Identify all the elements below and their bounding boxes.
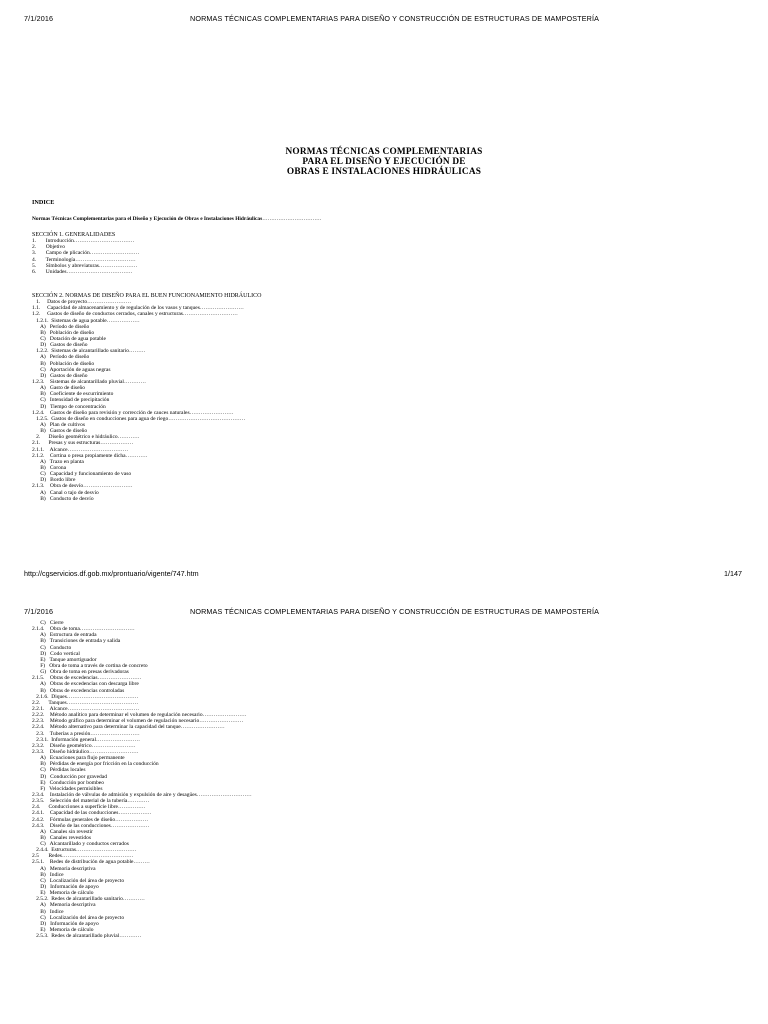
section-title: SECCIÓN 1. GENERALIDADES <box>32 232 116 238</box>
toc-item[interactable]: G) Obra de toma en presas derivadoras <box>32 669 129 676</box>
toc-item[interactable]: B) Transiciones de entrada y salida <box>32 638 121 645</box>
toc-item[interactable]: A) Gasto de diseño <box>32 385 86 392</box>
toc-item[interactable]: E) Memoria de cálculo <box>32 927 94 934</box>
toc-item[interactable]: 1.2.3. Sistemas de alcantarillado pluvial………… <box>32 378 146 385</box>
toc-item[interactable]: A) Memoria descriptiva <box>32 865 96 872</box>
toc-item[interactable]: 1.2. Gastos de diseño de conductos cerrados, canales y estructuras………………………… <box>32 311 238 318</box>
footer-url[interactable]: http://cgservicios.df.gob.mx/prontuario/vigente/747.htm <box>24 569 199 578</box>
document-title-line: NORMAS TÉCNICAS COMPLEMENTARIAS <box>285 147 483 157</box>
toc-item[interactable]: A) Obras de excedencias con descarga libre <box>32 681 139 688</box>
toc-item[interactable]: 1.2.5. Gastos de diseño en conducciones para agua de riego…………………………………… <box>32 415 246 422</box>
toc-item[interactable]: B) Población de diseño <box>32 360 95 367</box>
toc-item[interactable]: A) Plan de cultivos <box>32 421 86 428</box>
header-title: NORMAS TÉCNICAS COMPLEMENTARIAS PARA DISEÑO Y CONSTRUCCIÓN DE ESTRUCTURAS DE MAMPOSTERÍA <box>190 607 600 616</box>
toc-item[interactable]: 2.1.1. Alcance…………………………… <box>32 446 129 453</box>
page2-list <box>32 620 252 939</box>
toc-item[interactable]: 1.1. Capacidad de almacenamiento y de regulación de los vasos y tanques…………………… <box>32 305 244 312</box>
footer-page-number: 1/147 <box>724 569 742 578</box>
document-title <box>0 147 768 178</box>
toc-item[interactable]: A) Ecuaciones para flujo permanente <box>32 755 125 762</box>
toc-item[interactable]: B) Gastos de diseño <box>32 428 88 435</box>
toc-item[interactable]: B) Obras de excedencias controladas <box>32 687 125 694</box>
toc-item[interactable]: 1. Datos de proyecto…………………… <box>32 299 132 306</box>
toc-item[interactable]: 6. Unidades……………………………… <box>32 268 133 275</box>
toc-item[interactable]: 2.3.1. Información general…………………… <box>32 736 140 743</box>
toc-item[interactable]: 3. Campo de plicación……………………… <box>32 250 140 257</box>
toc-item[interactable]: C) Localización del área de proyecto <box>32 914 125 921</box>
index-heading: INDICE <box>32 199 55 206</box>
section-title: SECCIÓN 2. NORMAS DE DISEÑO PARA EL BUEN FUNCIONAMIENTO HIDRÁULICO <box>32 293 262 299</box>
toc-item[interactable]: 1.2.4. Gastos de diseño para revisión y corrección de cauces naturales…………………… <box>32 409 234 416</box>
toc-item[interactable]: 2.4.1. Capacidad de las conducciones……………… <box>32 810 152 817</box>
toc-item[interactable]: 2.1.6. Diques………………………………… <box>32 693 139 700</box>
toc-item[interactable]: A) Canales sin revestir <box>32 828 93 835</box>
toc-item[interactable]: A) Memoria descriptiva <box>32 902 96 909</box>
toc-item[interactable]: 2.1.2. Cortina o presa propiamente dicha………… <box>32 452 148 459</box>
page1-header <box>0 14 768 26</box>
toc-item[interactable]: 2.1.4. Obra de toma………………………… <box>32 626 135 633</box>
nt-link[interactable] <box>32 216 322 222</box>
toc-item[interactable]: D) Conducción por gravedad <box>32 773 107 780</box>
toc-item[interactable]: 2.3. Tuberías a presión……………………… <box>32 730 140 737</box>
toc-item[interactable]: D) Gastos de diseño <box>32 342 88 349</box>
document-title-line: OBRAS E INSTALACIONES HIDRÁULICAS <box>286 167 482 178</box>
toc-item[interactable]: D) Codo vertical <box>32 650 80 657</box>
toc-item[interactable]: B) Pérdidas de energía por fricción en la conducción <box>32 761 159 768</box>
toc-item[interactable]: B) Población de diseño <box>32 329 95 336</box>
toc-item[interactable]: F) Obra de toma a través de cortina de concreto <box>32 662 148 669</box>
toc-item[interactable]: C) Conducto <box>32 644 72 651</box>
toc-item[interactable]: 2.2.2. Método analítico para determinar el volumen de regulación necesario…………………… <box>32 712 247 719</box>
toc-item[interactable]: A) Canal o tajo de desvío <box>32 489 99 496</box>
toc-item[interactable]: A) Período de diseño <box>32 354 90 361</box>
toc-item[interactable]: C) Pérdidas locales <box>32 767 86 774</box>
page2-header <box>0 607 768 619</box>
toc-item[interactable]: E) Tanque amortiguador <box>32 656 97 663</box>
toc-item[interactable]: 1.2.1. Sistemas de agua potable……………… <box>32 317 140 324</box>
toc-item[interactable]: C) Aportación de aguas negras <box>32 366 111 373</box>
page1-footer <box>0 569 768 581</box>
nt-dots: …………………………… <box>262 216 322 222</box>
toc-item[interactable]: 2.2.4. Método alternativo para determinar la capacidad del tanque…………………… <box>32 724 225 731</box>
toc-item[interactable]: 2. Diseño geométrico e hidráulico………… <box>32 434 140 441</box>
toc-item[interactable]: D) Información de apoyo <box>32 920 99 927</box>
toc-item[interactable]: 2.4.3. Diseño de las conducciones………………… <box>32 822 150 829</box>
toc-item[interactable]: B) Indice <box>32 871 64 878</box>
toc-item[interactable]: D) Gastos de diseño <box>32 372 88 379</box>
header-title: NORMAS TÉCNICAS COMPLEMENTARIAS PARA DISEÑO Y CONSTRUCCIÓN DE ESTRUCTURAS DE MAMPOSTERÍA <box>190 14 600 23</box>
toc-item[interactable]: C) Cierre <box>32 620 64 626</box>
toc-item[interactable]: A) Estructura de entrada <box>32 632 97 639</box>
toc-item[interactable]: 2.1.5. Obras de excedencias…………………… <box>32 675 142 682</box>
toc-item[interactable]: 2.4. Conducciones a superficie libre…………… <box>32 804 146 811</box>
header-date: 7/1/2016 <box>24 607 54 616</box>
toc-item[interactable]: B) Conducto de desvío <box>32 495 94 502</box>
toc-item[interactable]: 5. Símbolos y abreviaturas………………… <box>32 262 138 269</box>
toc-item[interactable]: D) Información de apoyo <box>32 884 99 891</box>
toc-item[interactable]: F) Velocidades permisibles <box>32 785 103 792</box>
toc-item[interactable]: E) Memoria de cálculo <box>32 890 94 897</box>
toc-item[interactable]: 2.3.5. Selección del material de la tubería………… <box>32 798 150 805</box>
toc-item[interactable]: B) Corona <box>32 464 67 471</box>
toc-item[interactable]: C) Localización del área de proyecto <box>32 877 125 884</box>
toc-item[interactable]: 2.3.3. Diseño hidráulico……………………… <box>32 748 139 755</box>
toc-item[interactable]: C) Intensidad de precipitación <box>32 397 110 404</box>
toc-item[interactable]: A) Trazo en planta <box>32 458 84 465</box>
toc-item[interactable]: 2.3.4. Instalación de válvulas de admisión y expulsión de aire y desagües………………………… <box>32 791 252 798</box>
section1-list <box>32 232 139 275</box>
toc-item[interactable]: 4. Terminología…………………………… <box>32 256 136 263</box>
toc-item[interactable]: 2.2.3. Método gráfico para determinar el volumen de regulación necesario…………………… <box>32 718 244 725</box>
nt-title: Normas Técnicas Complementarias para el Diseño y Ejecución de Obras e Instalaciones Hidráulicas <box>32 216 263 222</box>
toc-item[interactable]: B) Indice <box>32 908 64 915</box>
toc-item[interactable]: E) Conducción por bombeo <box>32 779 104 786</box>
toc-item[interactable]: B) Canales revestidos <box>32 834 91 841</box>
toc-item[interactable]: 2.2. Tanques………………………………… <box>32 699 139 706</box>
toc-item[interactable]: C) Alcantarillado y conductos cerrados <box>32 841 129 848</box>
toc-item[interactable]: 2.1.3. Obra de desvío……………………… <box>32 483 133 490</box>
toc-item[interactable]: 2.5.3. Redes de alcantarillado pluvial………… <box>32 933 142 940</box>
section2-list <box>32 293 261 502</box>
toc-item[interactable]: 2.3.2. Diseño geométrico…………………… <box>32 742 136 749</box>
toc-item[interactable]: D) Tiempo de concentración <box>32 403 106 410</box>
toc-item[interactable]: D) Bordo libre <box>32 477 76 484</box>
toc-item[interactable]: 2.4.2. Fórmulas generales de diseño……………… <box>32 816 149 823</box>
toc-item[interactable]: 2.5.1. Redes de distribución de agua potable……… <box>32 859 150 866</box>
toc-item[interactable]: 2.1. Presas y sus estructuras……………… <box>32 440 134 447</box>
toc-item[interactable]: 1. Introducción…………………………… <box>32 238 135 245</box>
toc-item[interactable]: A) Período de diseño <box>32 323 90 330</box>
document-title-line: PARA EL DISEÑO Y EJECUCIÓN DE <box>302 157 466 168</box>
toc-item[interactable]: 2.5 Redes………………………………… <box>32 853 134 860</box>
header-date: 7/1/2016 <box>24 14 54 23</box>
toc-item[interactable]: 2.2.1. Alcance………………………………… <box>32 705 140 712</box>
toc-item[interactable]: C) Capacidad y funcionamiento de vaso <box>32 471 132 478</box>
toc-item[interactable]: 1.2.2. Sistemas de alcantarillado sanitario……… <box>32 348 146 355</box>
toc-item[interactable]: C) Dotación de agua potable <box>32 335 106 342</box>
toc-item[interactable]: 2.4.4. Estructuras…………………………… <box>32 847 137 854</box>
toc-item[interactable]: 2.5.2. Redes de alcantarillado sanitario………… <box>32 896 145 903</box>
toc-item[interactable]: 2. Objetivo <box>32 244 65 251</box>
toc-item[interactable]: B) Coeficiente de escurrimiento <box>32 391 114 398</box>
